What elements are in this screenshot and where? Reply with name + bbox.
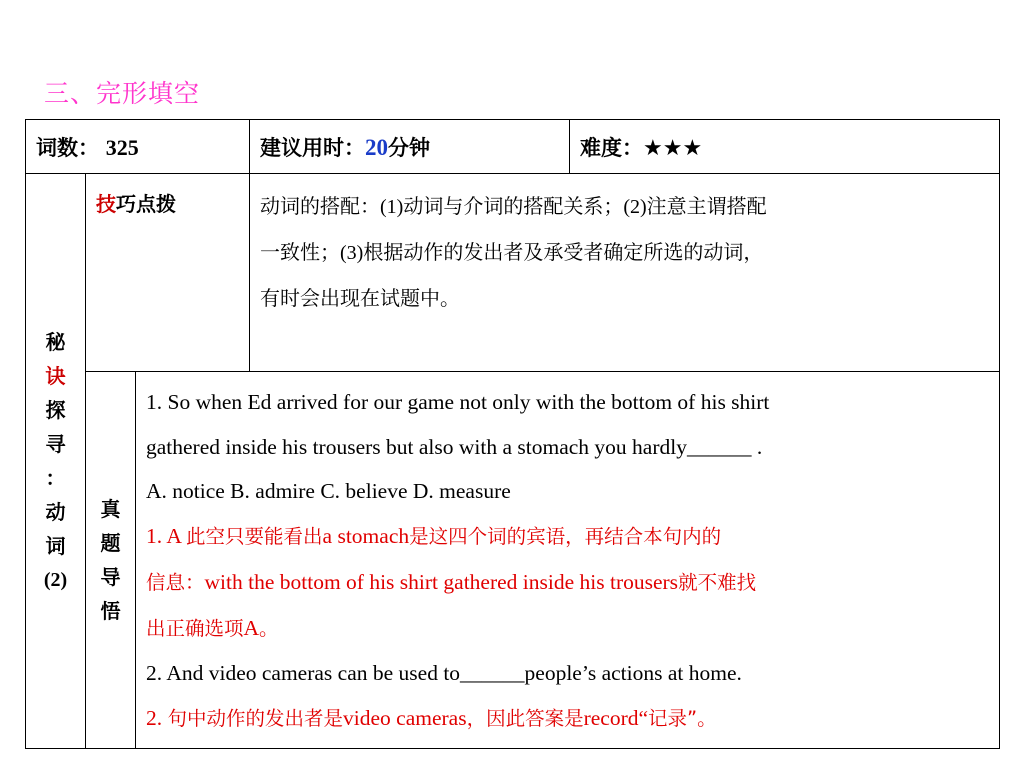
skill-row [26,174,1000,372]
practice-content-cell [136,372,1000,749]
practice-title-cell [86,372,136,749]
question-2-line: 2. And video cameras can be used to______people’s actions at home. [146,661,742,686]
side-title-char: 寻 [45,431,66,456]
practice-title-char: 导 [100,564,121,589]
skill-title-rest: 巧点拨 [116,192,176,216]
practice-title-char: 悟 [100,598,121,623]
question-1-line-2: gathered inside his trousers but also with a stomach you hardly______ . [146,434,763,459]
suggested-time-unit: 分钟 [388,135,431,160]
tip-text: (1) [380,196,404,218]
answer-1-line-3 [146,606,991,652]
side-title-char: 动 [45,499,66,524]
answer-text: video cameras [343,705,467,730]
answer-text: 出正确选项 [146,616,244,640]
answer-text: A [243,615,260,640]
answer-text: a stomach [322,524,410,549]
tip-text: 根据动作的发出者及承受者确定所选的动词， [363,240,764,264]
answer-text: 是这四个词的宾语，再结合本句内的 [409,525,722,549]
side-title-char: 词 [45,533,66,558]
side-title-char: ： [45,465,66,490]
side-title-char: 秘 [45,329,66,354]
tip-text: 动词的搭配： [260,194,381,218]
answer-1-line-1 [146,514,991,560]
difficulty-cell [570,120,1000,174]
answer-2-line [146,696,991,742]
cloze-info-table [25,119,1000,749]
skill-tip-cell [250,174,1000,372]
word-count-cell [26,120,250,174]
answer-text: 。 [259,616,279,640]
skill-tip-line [260,230,991,276]
suggested-time-label: 建议用时： [260,135,366,160]
answer-text: record“ [583,705,649,730]
tip-text: 注意主谓搭配 [646,194,767,218]
answer-text: 2. [146,705,168,730]
answer-text: 此空只要能看出 [186,525,323,549]
suggested-time-cell [250,120,570,174]
section-heading: 三、完形填空 [44,79,201,108]
answer-text: 1. A [146,524,187,549]
suggested-time-value: 20 [365,134,389,160]
difficulty-label: 难度： [580,135,644,160]
tip-text: (2) [623,196,647,218]
difficulty-stars: ★★★ [643,135,703,161]
word-count-value: 325 [105,134,139,160]
tip-text: (3) [340,242,364,264]
practice-row [26,372,1000,749]
skill-title-first-char: 技 [96,192,116,216]
word-count-label: 词数： [36,135,99,160]
skill-tip-line: 有时会出现在试题中。 [260,286,461,310]
answer-text: 信息： [146,570,205,594]
table-header-row [26,120,1000,174]
side-title-char: (2) [43,568,68,591]
question-1-options: A. notice B. admire C. believe D. measure [146,479,511,504]
practice-title-char: 真 [100,496,121,521]
skill-title-cell [86,174,250,372]
practice-title-char: 题 [100,530,121,555]
skill-tip-line [260,184,991,230]
answer-1-line-2 [146,560,991,606]
side-title-cell [26,174,86,749]
tip-text: 一致性； [260,240,341,264]
side-title-char: 诀 [45,363,66,388]
answer-text: 记录”。 [648,706,717,730]
question-1-line-1: 1. So when Ed arrived for our game not only with the bottom of his shirt [146,390,770,414]
answer-text: 就不难找 [678,570,757,594]
side-title-char: 探 [45,397,66,422]
answer-text: with the bottom of his shirt gathered inside his trousers [204,569,679,594]
answer-text: 句中动作的发出者是 [167,706,344,730]
tip-text: 动词与介词的搭配关系； [403,194,624,218]
answer-text: ，因此答案是 [466,706,584,730]
